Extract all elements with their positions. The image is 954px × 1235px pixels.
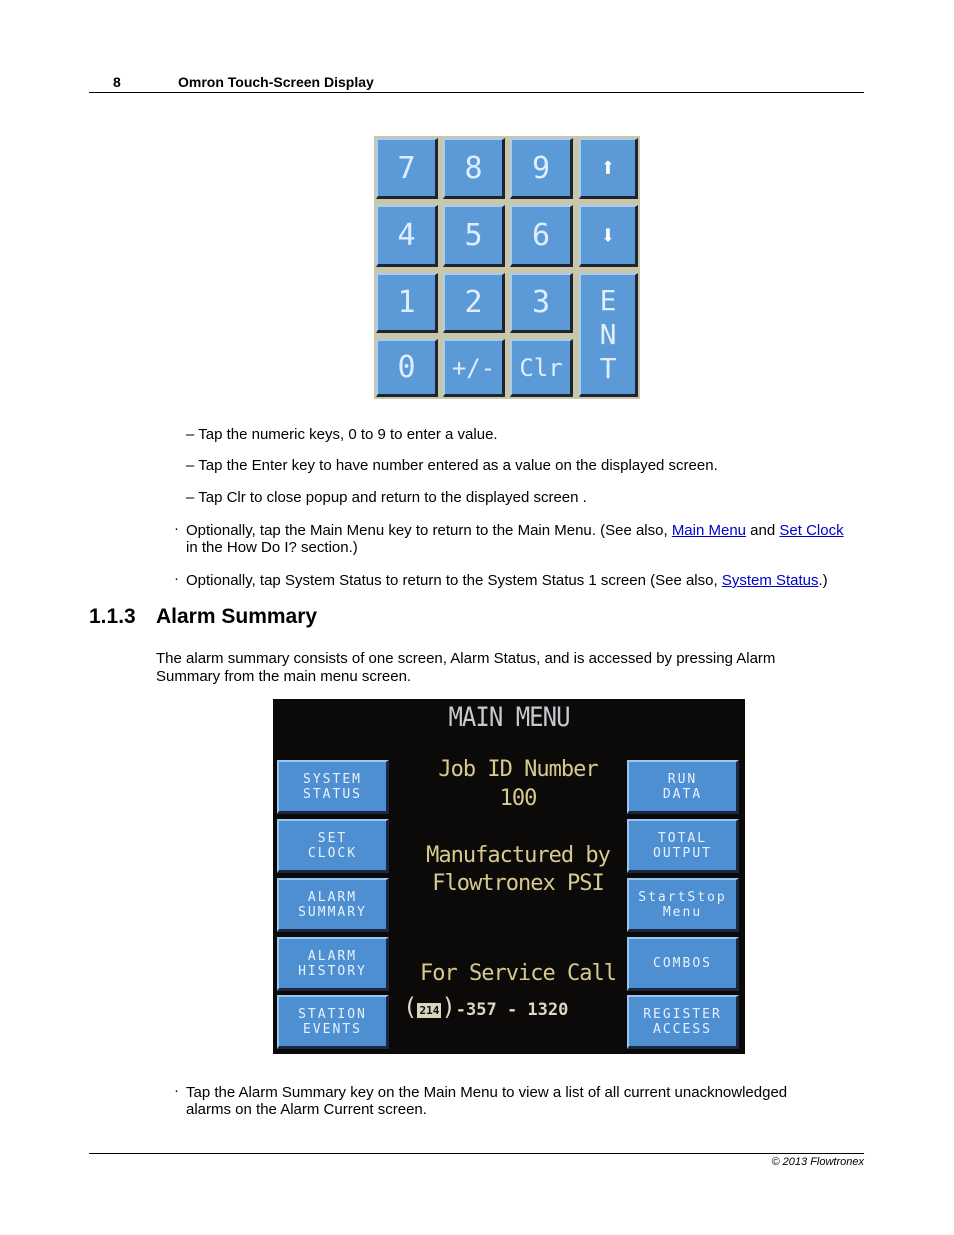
bullet-text-part: in the How Do I? section.) bbox=[186, 539, 358, 556]
key-7: 7 bbox=[376, 138, 438, 199]
down-arrow-icon: ⬇ bbox=[579, 205, 638, 267]
section-number: 1.1.3 bbox=[89, 605, 136, 628]
bullet-text-part: Optionally, tap the Main Menu key to return to the Main Menu. (See also, bbox=[186, 522, 672, 539]
key-5: 5 bbox=[443, 205, 505, 267]
set-clock-button bbox=[277, 819, 389, 873]
bullet-marker: · bbox=[174, 520, 179, 537]
dash-item bbox=[186, 457, 718, 474]
system-status-link[interactable]: System Status bbox=[721, 572, 819, 589]
dash-item-text: Tap Clr to close popup and return to the displayed screen . bbox=[198, 489, 587, 506]
dash-marker: – bbox=[186, 489, 195, 506]
dash-marker: – bbox=[186, 457, 195, 474]
bullet-text-part: and bbox=[746, 522, 780, 539]
key-0: 0 bbox=[376, 339, 438, 397]
total-output-button bbox=[627, 819, 739, 873]
bullet-text bbox=[186, 522, 856, 556]
dash-item-text: Tap the numeric keys, 0 to 9 to enter a value. bbox=[198, 426, 498, 443]
manufactured-line2: Flowtronex PSI bbox=[432, 871, 604, 896]
start-stop-menu-button bbox=[627, 878, 739, 932]
key-enter bbox=[579, 273, 638, 397]
key-clear: Clr bbox=[510, 339, 573, 397]
button-label: HISTORY bbox=[298, 963, 367, 979]
bullet-text-part: Optionally, tap System Status to return to the System Status 1 screen (See also, bbox=[186, 572, 722, 589]
set-clock-link[interactable]: Set Clock bbox=[779, 522, 844, 539]
service-phone-number: ( 214)-357 - 1320 bbox=[403, 993, 569, 1021]
phone-rest: -357 - 1320 bbox=[455, 1000, 569, 1020]
up-arrow-icon: ⬆ bbox=[579, 138, 638, 199]
key-3: 3 bbox=[510, 273, 573, 333]
key-2: 2 bbox=[443, 273, 505, 333]
copyright: © 2013 Flowtronex bbox=[771, 1156, 864, 1168]
button-label: OUTPUT bbox=[653, 845, 712, 861]
header-title: Omron Touch-Screen Display bbox=[178, 74, 374, 90]
button-label: ALARM bbox=[307, 948, 358, 964]
numeric-keypad-image bbox=[374, 136, 640, 399]
button-label: ALARM bbox=[307, 889, 358, 905]
button-label: Menu bbox=[662, 904, 703, 920]
button-label: STATUS bbox=[303, 786, 362, 802]
main-menu-link[interactable]: Main Menu bbox=[671, 522, 747, 539]
bullet-text-part: .) bbox=[818, 572, 828, 589]
bullet-text bbox=[186, 572, 856, 589]
phone-area-code: 214 bbox=[419, 1003, 440, 1017]
bullet-marker: · bbox=[174, 570, 179, 587]
alarm-history-button bbox=[277, 937, 389, 991]
intro-paragraph: The alarm summary consists of one screen, Alarm Status, and is accessed by pressing Alarm Summary from the main menu screen. bbox=[156, 650, 776, 685]
button-label: SUMMARY bbox=[298, 904, 367, 920]
dash-item bbox=[186, 489, 587, 506]
system-status-button bbox=[277, 760, 389, 814]
enter-letter-e: E bbox=[599, 283, 617, 317]
key-9: 9 bbox=[510, 138, 573, 199]
button-label: REGISTER bbox=[643, 1006, 722, 1022]
key-1: 1 bbox=[376, 273, 438, 333]
bullet-text: Tap the Alarm Summary key on the Main Menu to view a list of all current unacknowledged alarms on the Alarm Current screen. bbox=[186, 1084, 788, 1118]
button-label: RUN bbox=[667, 771, 698, 787]
service-call-label: For Service Call bbox=[420, 961, 616, 986]
button-label: CLOCK bbox=[307, 845, 358, 861]
button-label: STATION bbox=[298, 1006, 367, 1022]
main-menu-title: MAIN MENU bbox=[448, 701, 570, 733]
enter-letter-t: T bbox=[599, 351, 617, 385]
button-label: SYSTEM bbox=[303, 771, 362, 787]
key-8: 8 bbox=[443, 138, 505, 199]
dash-item-text: Tap the Enter key to have number entered as a value on the displayed screen. bbox=[198, 457, 718, 474]
button-label: ACCESS bbox=[653, 1021, 712, 1037]
button-label: DATA bbox=[662, 786, 703, 802]
station-events-button bbox=[277, 995, 389, 1049]
button-label: SET bbox=[317, 830, 348, 846]
page-header bbox=[89, 73, 864, 93]
key-4: 4 bbox=[376, 205, 438, 267]
key-6: 6 bbox=[510, 205, 573, 267]
job-id-label: Job ID Number bbox=[438, 757, 598, 782]
button-label: TOTAL bbox=[657, 830, 708, 846]
combos-button bbox=[627, 937, 739, 991]
enter-letter-n: N bbox=[599, 317, 617, 351]
page-number: 8 bbox=[113, 74, 121, 90]
button-label: EVENTS bbox=[303, 1021, 362, 1037]
alarm-summary-button bbox=[277, 878, 389, 932]
main-menu-screen-image bbox=[273, 699, 745, 1054]
key-plus-minus: +/- bbox=[443, 339, 505, 397]
dash-item bbox=[186, 426, 498, 443]
job-id-number: 100 bbox=[499, 786, 537, 811]
register-access-button bbox=[627, 995, 739, 1049]
button-label: COMBOS bbox=[653, 956, 712, 971]
dash-marker: – bbox=[186, 426, 195, 443]
manufactured-line1: Manufactured by bbox=[426, 843, 610, 868]
page-footer bbox=[89, 1153, 864, 1168]
button-label: StartStop bbox=[638, 889, 727, 905]
section-title: Alarm Summary bbox=[156, 605, 318, 628]
bullet-marker: · bbox=[174, 1082, 179, 1099]
run-data-button bbox=[627, 760, 739, 814]
